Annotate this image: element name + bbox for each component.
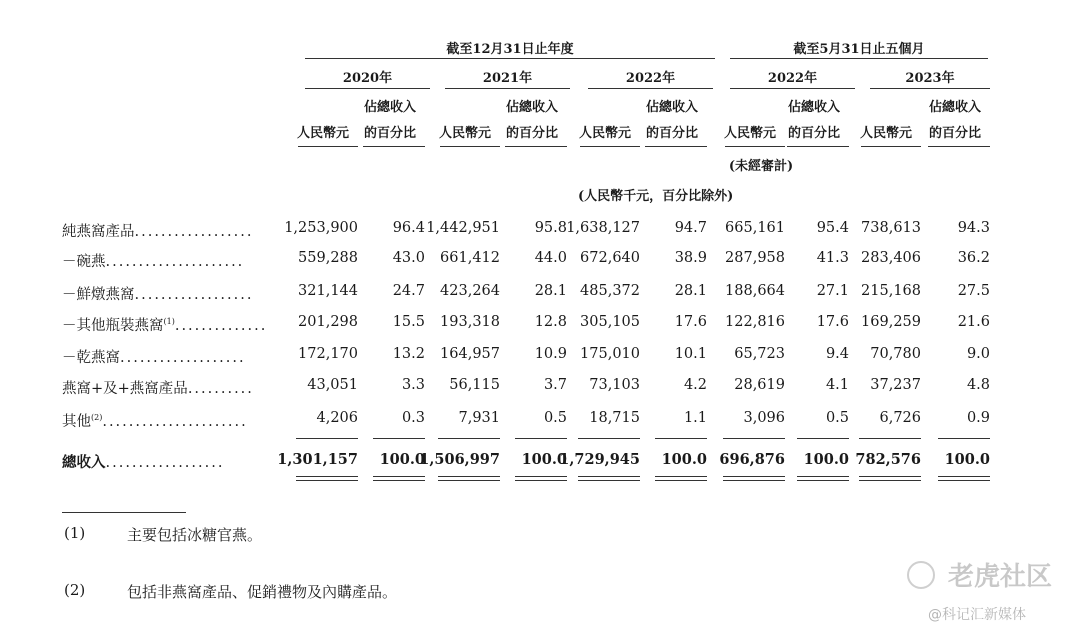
col-header-rule xyxy=(725,146,785,147)
col-header-rule xyxy=(298,146,358,147)
pct-cell: 10.9 xyxy=(534,346,567,362)
row-label xyxy=(62,377,254,398)
amount-cell: 193,318 xyxy=(440,314,500,330)
total-double-rule xyxy=(296,476,358,477)
subtotal-rule xyxy=(373,438,425,439)
total-double-rule xyxy=(655,476,707,477)
header-group-year-end: 截至12月31日止年度 xyxy=(446,42,574,57)
total-double-rule xyxy=(723,480,785,481)
amount-cell: 172,170 xyxy=(298,346,358,362)
year-2020: 2020年 xyxy=(342,71,393,86)
pct-cell: 3.3 xyxy=(401,377,425,393)
row-label-text: 純燕窩產品 xyxy=(62,224,135,240)
total-amount-cell: 1,301,157 xyxy=(277,451,358,468)
pct-cell: 0.5 xyxy=(543,410,567,426)
row-label-text: －碗燕 xyxy=(62,254,106,270)
total-double-rule xyxy=(438,476,500,477)
amount-cell: 37,237 xyxy=(870,377,921,393)
row-label xyxy=(62,283,253,304)
pct-cell: 21.6 xyxy=(957,314,990,330)
subtotal-rule xyxy=(578,438,640,439)
pct-cell: 3.7 xyxy=(543,377,567,393)
group2-rule xyxy=(730,58,988,59)
pct-cell: 24.7 xyxy=(392,283,425,299)
pct-cell: 0.5 xyxy=(825,410,849,426)
pct-cell: 41.3 xyxy=(816,250,849,266)
col-header-rule xyxy=(787,146,849,147)
footnote-ref: (2) xyxy=(91,413,103,423)
row-label xyxy=(62,250,244,271)
total-double-rule xyxy=(373,476,425,477)
col-rmb-header: 人民幣元 xyxy=(578,126,631,141)
subtotal-rule xyxy=(515,438,567,439)
row-label-text: －其他瓶裝燕窩 xyxy=(62,318,164,334)
pct-cell: 43.0 xyxy=(392,250,425,266)
amount-cell: 3,096 xyxy=(743,410,785,426)
pct-cell: 38.9 xyxy=(674,250,707,266)
leader-dots: ...................... xyxy=(102,414,248,430)
subtotal-rule xyxy=(655,438,707,439)
total-amount-cell: 782,576 xyxy=(855,451,921,468)
col-pct-header: 的百分比 xyxy=(928,126,981,141)
col-header-rule xyxy=(861,146,921,147)
amount-cell: 201,298 xyxy=(298,314,358,330)
year-rule xyxy=(305,88,430,89)
col-pct-header: 佔總收入 xyxy=(505,100,558,115)
footnote-ref: (1) xyxy=(163,317,175,327)
total-pct-cell: 100.0 xyxy=(944,451,990,468)
subtotal-rule xyxy=(859,438,921,439)
pct-cell: 95.8 xyxy=(534,220,567,236)
total-double-rule xyxy=(859,480,921,481)
total-double-rule xyxy=(578,480,640,481)
pct-cell: 9.0 xyxy=(966,346,990,362)
subtotal-rule xyxy=(438,438,500,439)
amount-cell: 283,406 xyxy=(861,250,921,266)
total-double-rule xyxy=(859,476,921,477)
total-double-rule xyxy=(938,480,990,481)
amount-cell: 70,780 xyxy=(870,346,921,362)
year-2021: 2021年 xyxy=(482,71,533,86)
footnote-2-text: 包括非燕窩產品、促銷禮物及內購產品。 xyxy=(127,583,398,601)
amount-cell: 321,144 xyxy=(298,283,358,299)
col-rmb-header: 人民幣元 xyxy=(296,126,349,141)
amount-cell: 56,115 xyxy=(449,377,500,393)
total-row-label xyxy=(62,451,224,472)
pct-cell: 27.1 xyxy=(816,283,849,299)
amount-cell: 175,010 xyxy=(580,346,640,362)
subtotal-rule xyxy=(797,438,849,439)
amount-cell: 73,103 xyxy=(589,377,640,393)
amount-cell: 18,715 xyxy=(589,410,640,426)
leader-dots: ..................... xyxy=(105,254,245,270)
col-pct-header: 的百分比 xyxy=(645,126,698,141)
total-double-rule xyxy=(296,480,358,481)
row-label xyxy=(62,220,253,241)
pct-cell: 36.2 xyxy=(957,250,990,266)
pct-cell: 28.1 xyxy=(534,283,567,299)
total-double-rule xyxy=(938,476,990,477)
col-rmb-header: 人民幣元 xyxy=(438,126,491,141)
amount-cell: 122,816 xyxy=(725,314,785,330)
amount-cell: 169,259 xyxy=(861,314,921,330)
footnote-1-number: (1) xyxy=(64,524,86,542)
pct-cell: 17.6 xyxy=(816,314,849,330)
col-header-rule xyxy=(928,146,990,147)
subtotal-rule xyxy=(296,438,358,439)
col-rmb-header: 人民幣元 xyxy=(723,126,776,141)
col-pct-header: 的百分比 xyxy=(505,126,558,141)
total-double-rule xyxy=(515,480,567,481)
pct-cell: 27.5 xyxy=(957,283,990,299)
pct-cell: 0.9 xyxy=(966,410,990,426)
col-pct-header: 佔總收入 xyxy=(363,100,416,115)
amount-cell: 672,640 xyxy=(580,250,640,266)
col-pct-header: 佔總收入 xyxy=(928,100,981,115)
amount-cell: 1,442,951 xyxy=(426,220,500,236)
amount-cell: 661,412 xyxy=(440,250,500,266)
pct-cell: 0.3 xyxy=(401,410,425,426)
amount-cell: 305,105 xyxy=(580,314,640,330)
col-pct-header: 的百分比 xyxy=(787,126,840,141)
watermark-logo-text: 老虎社区 xyxy=(948,562,1053,592)
total-pct-cell: 100.0 xyxy=(521,451,567,468)
col-pct-header: 佔總收入 xyxy=(787,100,840,115)
amount-cell: 65,723 xyxy=(734,346,785,362)
total-double-rule xyxy=(797,480,849,481)
amount-cell: 559,288 xyxy=(298,250,358,266)
col-pct-header: 佔總收入 xyxy=(645,100,698,115)
group1-rule xyxy=(305,58,715,59)
pct-cell: 95.4 xyxy=(816,220,849,236)
leader-dots: .......... xyxy=(187,381,254,397)
amount-cell: 287,958 xyxy=(725,250,785,266)
year-rule xyxy=(588,88,713,89)
amount-cell: 43,051 xyxy=(307,377,358,393)
pct-cell: 96.4 xyxy=(392,220,425,236)
footnote-1-text: 主要包括冰糖官燕。 xyxy=(127,526,263,544)
amount-cell: 164,957 xyxy=(440,346,500,362)
col-header-rule xyxy=(580,146,640,147)
total-double-rule xyxy=(578,476,640,477)
pct-cell: 17.6 xyxy=(674,314,707,330)
year-rule xyxy=(445,88,570,89)
pct-cell: 13.2 xyxy=(392,346,425,362)
amount-cell: 1,638,127 xyxy=(566,220,640,236)
unaudited-note: (未經審計) xyxy=(728,159,794,174)
leader-dots: .................. xyxy=(134,224,254,240)
total-pct-cell: 100.0 xyxy=(803,451,849,468)
total-amount-cell: 696,876 xyxy=(719,451,785,468)
amount-cell: 28,619 xyxy=(734,377,785,393)
col-header-rule xyxy=(505,146,567,147)
subtotal-rule xyxy=(723,438,785,439)
pct-cell: 4.1 xyxy=(825,377,849,393)
row-label xyxy=(62,314,267,335)
pct-cell: 4.8 xyxy=(966,377,990,393)
col-header-rule xyxy=(645,146,707,147)
amount-cell: 188,664 xyxy=(725,283,785,299)
total-pct-cell: 100.0 xyxy=(661,451,707,468)
pct-cell: 94.7 xyxy=(674,220,707,236)
amount-cell: 485,372 xyxy=(580,283,640,299)
pct-cell: 15.5 xyxy=(392,314,425,330)
amount-cell: 1,253,900 xyxy=(284,220,358,236)
year-2022-5m: 2022年 xyxy=(767,71,818,86)
year-2023-5m: 2023年 xyxy=(905,71,955,86)
total-double-rule xyxy=(723,476,785,477)
year-2022: 2022年 xyxy=(625,71,676,86)
pct-cell: 1.1 xyxy=(683,410,707,426)
tiger-logo-icon xyxy=(907,561,935,589)
amount-cell: 7,931 xyxy=(458,410,500,426)
pct-cell: 4.2 xyxy=(683,377,707,393)
amount-cell: 215,168 xyxy=(861,283,921,299)
pct-cell: 10.1 xyxy=(674,346,707,362)
row-label-text: －乾燕窩 xyxy=(62,350,120,366)
row-label xyxy=(62,410,248,431)
col-pct-header: 的百分比 xyxy=(363,126,416,141)
total-amount-cell: 1,506,997 xyxy=(419,451,500,468)
amount-cell: 423,264 xyxy=(440,283,500,299)
footnote-rule xyxy=(62,512,186,513)
leader-dots: .............. xyxy=(174,318,268,334)
leader-dots: .................. xyxy=(134,287,254,303)
pct-cell: 9.4 xyxy=(825,346,849,362)
total-pct-cell: 100.0 xyxy=(379,451,425,468)
pct-cell: 12.8 xyxy=(534,314,567,330)
pct-cell: 94.3 xyxy=(957,220,990,236)
total-label-text: 總收入 xyxy=(62,454,106,471)
pct-cell: 28.1 xyxy=(674,283,707,299)
watermark-credit: @科记汇新媒体 xyxy=(928,607,1026,623)
total-double-rule xyxy=(438,480,500,481)
col-header-rule xyxy=(440,146,500,147)
amount-cell: 6,726 xyxy=(879,410,921,426)
amount-cell: 665,161 xyxy=(725,220,785,236)
total-amount-cell: 1,729,945 xyxy=(559,451,640,468)
unit-note: (人民幣千元，百分比除外) xyxy=(578,189,734,204)
total-double-rule xyxy=(655,480,707,481)
row-label-text: 其他 xyxy=(62,414,91,430)
header-group-five-months: 截至5月31日止五個月 xyxy=(793,42,925,57)
footnote-2-number: (2) xyxy=(64,581,86,599)
amount-cell: 4,206 xyxy=(316,410,358,426)
col-rmb-header: 人民幣元 xyxy=(859,126,912,141)
col-header-rule xyxy=(363,146,425,147)
total-double-rule xyxy=(373,480,425,481)
pct-cell: 44.0 xyxy=(534,250,567,266)
year-rule xyxy=(730,88,855,89)
year-rule xyxy=(870,88,990,89)
leader-dots: .................. xyxy=(105,455,225,471)
total-double-rule xyxy=(515,476,567,477)
row-label xyxy=(62,346,246,367)
row-label-text: －鮮燉燕窩 xyxy=(62,287,135,303)
leader-dots: ................... xyxy=(120,350,246,366)
amount-cell: 738,613 xyxy=(861,220,921,236)
total-double-rule xyxy=(797,476,849,477)
subtotal-rule xyxy=(938,438,990,439)
row-label-text: 燕窩+及+燕窩產品 xyxy=(62,381,188,397)
